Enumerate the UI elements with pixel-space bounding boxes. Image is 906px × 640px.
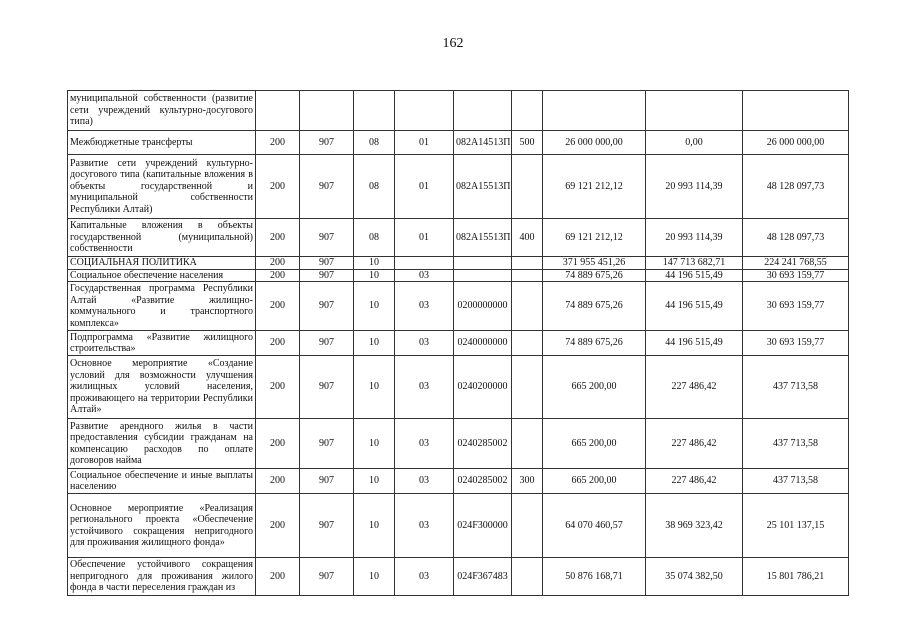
cell-rz: 200	[256, 219, 300, 257]
cell-csr: 0200000000	[454, 282, 512, 331]
cell-name: Капитальные вложения в объекты государственной (муниципальной) собственности	[68, 219, 256, 257]
cell-name: Основное мероприятие «Создание условий для возможности улучшения жилищных условий населения, проживающего на территории Республики Алтай»	[68, 356, 256, 419]
cell-sec: 10	[354, 469, 395, 494]
cell-rz: 200	[256, 419, 300, 469]
budget-table	[67, 90, 849, 596]
cell-vr	[512, 282, 543, 331]
cell-csr	[454, 257, 512, 270]
cell-sub: 01	[395, 155, 454, 219]
cell-fed: 44 196 515,49	[646, 269, 743, 282]
cell-rep: 26 000 000,00	[743, 131, 849, 155]
cell-name: СОЦИАЛЬНАЯ ПОЛИТИКА	[68, 257, 256, 270]
table-row	[68, 131, 849, 155]
cell-fed: 38 969 323,42	[646, 494, 743, 558]
cell-total: 74 889 675,26	[543, 282, 646, 331]
cell-rep: 30 693 159,77	[743, 282, 849, 331]
cell-rep: 437 713,58	[743, 356, 849, 419]
cell-rz: 200	[256, 131, 300, 155]
cell-csr: 082A15513П	[454, 219, 512, 257]
cell-rep: 224 241 768,55	[743, 257, 849, 270]
cell-total	[543, 91, 646, 131]
cell-fed: 44 196 515,49	[646, 282, 743, 331]
cell-name: Обеспечение устойчивого сокращения непригодного для проживания жилого фонда в части переселения граждан из	[68, 558, 256, 596]
cell-sub: 01	[395, 219, 454, 257]
table-row	[68, 282, 849, 331]
cell-total: 26 000 000,00	[543, 131, 646, 155]
cell-vr	[512, 91, 543, 131]
cell-sec: 10	[354, 356, 395, 419]
cell-sub: 03	[395, 419, 454, 469]
cell-ved	[300, 91, 354, 131]
cell-name: Основное мероприятие «Реализация регионального проекта «Обеспечение устойчивого сокращения непригодного для проживания жилищного фонда»	[68, 494, 256, 558]
cell-rz: 200	[256, 269, 300, 282]
cell-sec: 10	[354, 331, 395, 356]
cell-vr	[512, 269, 543, 282]
cell-rep	[743, 91, 849, 131]
cell-total: 69 121 212,12	[543, 219, 646, 257]
cell-name: Развитие арендного жилья в части предоставления субсидии гражданам на компенсацию расходов по оплате договоров найма	[68, 419, 256, 469]
cell-vr	[512, 494, 543, 558]
cell-rz: 200	[256, 558, 300, 596]
cell-ved: 907	[300, 269, 354, 282]
cell-name: Подпрограмма «Развитие жилищного строительства»	[68, 331, 256, 356]
cell-sec: 10	[354, 494, 395, 558]
cell-sec	[354, 91, 395, 131]
table-row	[68, 469, 849, 494]
cell-name: Развитие сети учреждений культурно-досугового типа (капитальные вложения в объекты государственной и муниципальной собственности Республики Алтай)	[68, 155, 256, 219]
cell-name: Социальное обеспечение и иные выплаты населению	[68, 469, 256, 494]
cell-fed: 44 196 515,49	[646, 331, 743, 356]
cell-vr	[512, 331, 543, 356]
cell-csr: 082A15513П	[454, 155, 512, 219]
cell-csr: 0240000000	[454, 331, 512, 356]
cell-sec: 08	[354, 219, 395, 257]
cell-rz: 200	[256, 257, 300, 270]
cell-total: 74 889 675,26	[543, 269, 646, 282]
cell-total: 371 955 451,26	[543, 257, 646, 270]
cell-sub	[395, 91, 454, 131]
cell-csr: 0240285002	[454, 469, 512, 494]
cell-vr	[512, 558, 543, 596]
cell-vr	[512, 419, 543, 469]
cell-total: 665 200,00	[543, 469, 646, 494]
cell-total: 50 876 168,71	[543, 558, 646, 596]
cell-sec: 10	[354, 282, 395, 331]
cell-sub: 01	[395, 131, 454, 155]
cell-vr	[512, 155, 543, 219]
table-row	[68, 558, 849, 596]
cell-vr: 500	[512, 131, 543, 155]
cell-ved: 907	[300, 558, 354, 596]
table-row	[68, 155, 849, 219]
cell-total: 74 889 675,26	[543, 331, 646, 356]
table-row	[68, 219, 849, 257]
cell-sec: 10	[354, 558, 395, 596]
cell-sub	[395, 257, 454, 270]
table-row	[68, 419, 849, 469]
cell-csr	[454, 91, 512, 131]
table-row	[68, 494, 849, 558]
cell-sec: 10	[354, 419, 395, 469]
cell-ved: 907	[300, 419, 354, 469]
cell-sub: 03	[395, 269, 454, 282]
cell-sec: 10	[354, 257, 395, 270]
cell-vr	[512, 356, 543, 419]
table-row	[68, 356, 849, 419]
cell-total: 665 200,00	[543, 419, 646, 469]
cell-rz: 200	[256, 469, 300, 494]
cell-fed: 227 486,42	[646, 419, 743, 469]
cell-fed: 20 993 114,39	[646, 155, 743, 219]
cell-sec: 08	[354, 155, 395, 219]
cell-sec: 08	[354, 131, 395, 155]
cell-rep: 437 713,58	[743, 469, 849, 494]
cell-rz	[256, 91, 300, 131]
cell-sub: 03	[395, 558, 454, 596]
cell-vr	[512, 257, 543, 270]
cell-rz: 200	[256, 494, 300, 558]
cell-rep: 15 801 786,21	[743, 558, 849, 596]
cell-fed: 0,00	[646, 131, 743, 155]
cell-fed: 20 993 114,39	[646, 219, 743, 257]
cell-rz: 200	[256, 356, 300, 419]
cell-fed: 227 486,42	[646, 469, 743, 494]
page-number: 162	[442, 36, 464, 51]
cell-name: Государственная программа Республики Алтай «Развитие жилищно-коммунального и транспортного комплекса»	[68, 282, 256, 331]
cell-rz: 200	[256, 282, 300, 331]
cell-ved: 907	[300, 155, 354, 219]
cell-csr: 0240200000	[454, 356, 512, 419]
cell-fed: 227 486,42	[646, 356, 743, 419]
cell-rep: 48 128 097,73	[743, 219, 849, 257]
cell-fed	[646, 91, 743, 131]
cell-rep: 30 693 159,77	[743, 269, 849, 282]
cell-ved: 907	[300, 494, 354, 558]
cell-ved: 907	[300, 469, 354, 494]
cell-ved: 907	[300, 331, 354, 356]
cell-ved: 907	[300, 219, 354, 257]
cell-csr: 024F367483	[454, 558, 512, 596]
cell-csr: 082A14513П	[454, 131, 512, 155]
cell-name: муниципальной собственности (развитие сети учреждений культурно-досугового типа)	[68, 91, 256, 131]
cell-ved: 907	[300, 356, 354, 419]
cell-sub: 03	[395, 282, 454, 331]
cell-name: Социальное обеспечение населения	[68, 269, 256, 282]
table-row	[68, 331, 849, 356]
cell-ved: 907	[300, 257, 354, 270]
cell-rep: 48 128 097,73	[743, 155, 849, 219]
cell-name: Межбюджетные трансферты	[68, 131, 256, 155]
cell-ved: 907	[300, 282, 354, 331]
cell-sec: 10	[354, 269, 395, 282]
table-row	[68, 91, 849, 131]
cell-total: 64 070 460,57	[543, 494, 646, 558]
cell-sub: 03	[395, 469, 454, 494]
cell-sub: 03	[395, 356, 454, 419]
table-row	[68, 257, 849, 270]
cell-rep: 30 693 159,77	[743, 331, 849, 356]
cell-csr: 0240285002	[454, 419, 512, 469]
cell-ved: 907	[300, 131, 354, 155]
cell-total: 69 121 212,12	[543, 155, 646, 219]
cell-vr: 400	[512, 219, 543, 257]
cell-fed: 35 074 382,50	[646, 558, 743, 596]
cell-fed: 147 713 682,71	[646, 257, 743, 270]
cell-rep: 437 713,58	[743, 419, 849, 469]
cell-sub: 03	[395, 494, 454, 558]
cell-rep: 25 101 137,15	[743, 494, 849, 558]
cell-vr: 300	[512, 469, 543, 494]
cell-rz: 200	[256, 155, 300, 219]
table-row	[68, 269, 849, 282]
cell-csr: 024F300000	[454, 494, 512, 558]
cell-csr	[454, 269, 512, 282]
cell-rz: 200	[256, 331, 300, 356]
cell-sub: 03	[395, 331, 454, 356]
cell-total: 665 200,00	[543, 356, 646, 419]
